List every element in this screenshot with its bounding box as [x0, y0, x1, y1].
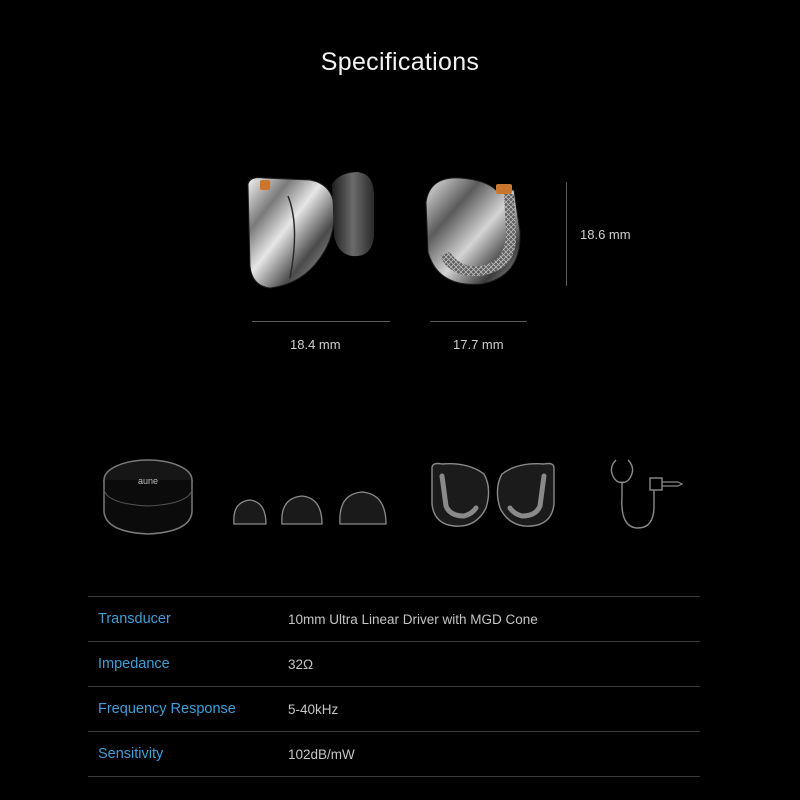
height-dimension-label: 18.6 mm — [580, 227, 631, 242]
spec-value: 5-40kHz — [288, 701, 339, 717]
spec-value: 32Ω — [288, 656, 314, 672]
depth-dimension-line — [252, 321, 390, 322]
earphone-shells-image — [428, 460, 558, 530]
width-dimension-label: 17.7 mm — [453, 337, 504, 352]
spec-label: Transducer — [98, 611, 171, 627]
spec-row-sensitivity — [88, 732, 700, 777]
cable-image — [604, 456, 688, 536]
spec-value: 102dB/mW — [288, 746, 355, 762]
carry-case-image — [100, 456, 196, 536]
width-dimension-line — [430, 321, 527, 322]
earphone-side-view-image — [240, 166, 400, 296]
height-dimension-line — [566, 182, 567, 286]
spec-label: Frequency Response — [98, 701, 236, 717]
page-title: Specifications — [320, 48, 480, 76]
spec-row-impedance — [88, 642, 700, 687]
spec-value: 10mm Ultra Linear Driver with MGD Cone — [288, 611, 538, 627]
spec-table — [88, 596, 700, 777]
spec-label: Sensitivity — [98, 746, 164, 762]
earphone-front-view-image — [416, 172, 536, 292]
depth-dimension-label: 18.4 mm — [290, 337, 341, 352]
ear-tips-image — [230, 490, 390, 530]
spec-label: Impedance — [98, 656, 170, 672]
spec-row-transducer — [88, 597, 700, 642]
spec-row-frequency-response — [88, 687, 700, 732]
case-logo: aune — [137, 476, 159, 486]
